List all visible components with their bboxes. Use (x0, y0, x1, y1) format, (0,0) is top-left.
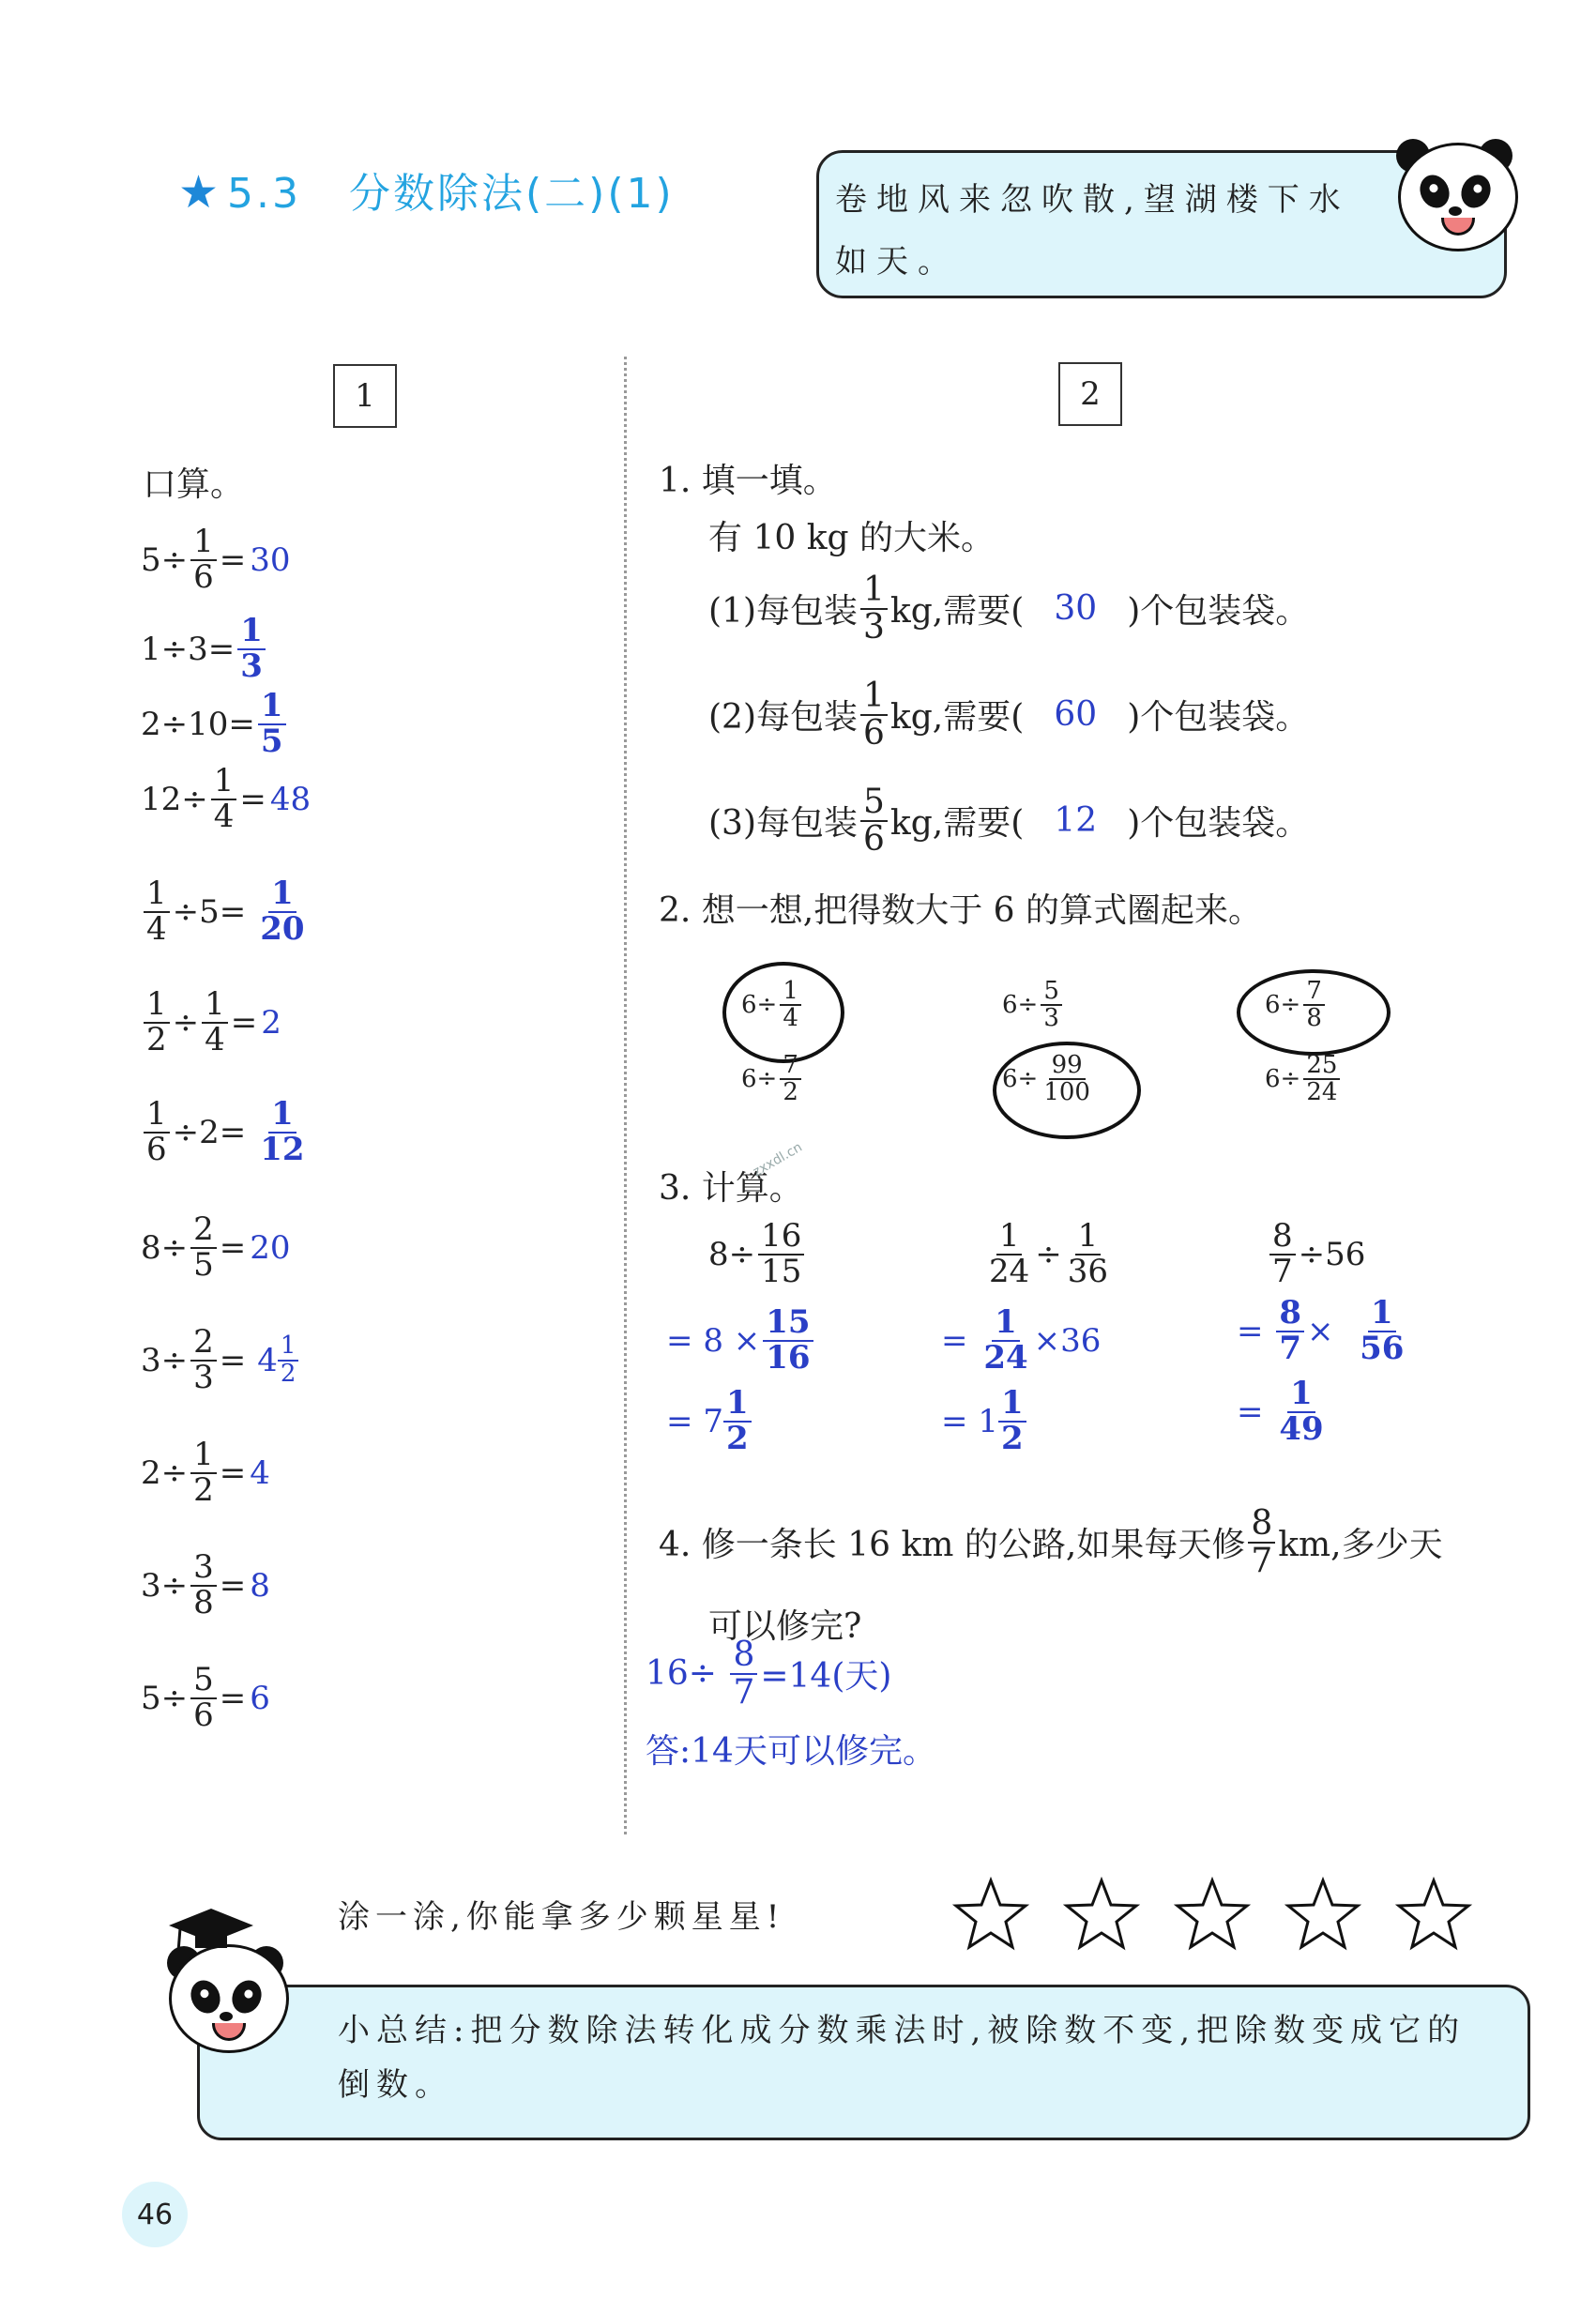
star-icon: ★ (178, 166, 222, 219)
oral-item: $\frac{1}{6}$ ÷2= $\frac{1}{12}$ (141, 1098, 311, 1166)
calc-problem: 8÷ $\frac{16}{15}$ (708, 1220, 807, 1288)
fill-line: (2)每包装 1 6 kg,需要( 60 )个包装袋。 (708, 677, 1310, 753)
calc-step: = $\frac{1}{24}$ ×36 (941, 1303, 1102, 1377)
section-name: 分数除法(二)(1) (348, 170, 675, 218)
q2-option[interactable]: 6÷ $\frac{99}{100}$ (1002, 1051, 1090, 1107)
section-number: 5.3 (227, 170, 302, 218)
calc-step: = 7 1 2 (666, 1387, 754, 1455)
oral-item: 5÷ $\frac{1}{6}$ = 30 (141, 523, 291, 596)
oral-item: 8÷ $\frac{2}{5}$ = 20 (141, 1210, 291, 1284)
oral-item: 2÷10= $\frac{1}{5}$ (141, 690, 289, 758)
calc-step: = 8 × $\frac{15}{16}$ (666, 1306, 816, 1375)
q2-option[interactable]: 6÷ $\frac{7}{2}$ (741, 1053, 804, 1106)
left-heading: 口算。 (143, 465, 245, 504)
calc-problem: $\frac{8}{7}$ ÷56 (1267, 1220, 1365, 1288)
watermark: zxxdl.cn (750, 1139, 805, 1180)
oral-item: 3÷ $\frac{3}{8}$ = 8 (141, 1548, 270, 1621)
oral-item: 3÷ $\frac{2}{3}$ = 4 1 2 (141, 1326, 298, 1394)
q1-intro: 有 10 kg 的大米。 (708, 519, 995, 557)
exercise-number-box: 1 (333, 364, 397, 428)
oral-item: $\frac{1}{2}$ ÷ $\frac{1}{4}$ = 2 (141, 988, 281, 1057)
exercise-number-box: 2 (1058, 362, 1122, 426)
fill-line: (3)每包装 5 6 kg,需要( 12 )个包装袋。 (708, 783, 1310, 859)
oral-item: 5÷ $\frac{5}{6}$ = 6 (141, 1661, 270, 1734)
panda-icon (1389, 131, 1520, 253)
answer-blank[interactable]: 30 (1054, 589, 1098, 629)
column-divider (624, 357, 627, 1834)
answer-blank[interactable]: 60 (1054, 695, 1098, 735)
fill-line: (1)每包装 1 3 kg,需要( 30 )个包装袋。 (708, 571, 1310, 647)
oral-item: 2÷ $\frac{1}{2}$ = 4 (141, 1436, 270, 1509)
rating-star-icon[interactable] (1395, 1877, 1472, 1952)
q1-title: 1. 填一填。 (659, 462, 837, 500)
q3-title: 3. 计算。 (659, 1169, 803, 1208)
q4-work: 16÷ $\frac{8}{7}$ =14(天) (646, 1636, 892, 1712)
star-prompt: 涂一涂,你能拿多少颗星星! (338, 1898, 785, 1936)
calc-step: = 1 1 2 (941, 1387, 1029, 1455)
poem-text: 卷地风来忽吹散,望湖楼下水如天。 (835, 181, 1350, 281)
calc-step: = $\frac{1}{49}$ (1237, 1375, 1324, 1448)
q2-title: 2. 想一想,把得数大于 6 的算式圈起来。 (659, 891, 1263, 930)
oral-item: 1÷3= $\frac{1}{3}$ (141, 615, 268, 683)
q4-answer: 答:14天可以修完。 (646, 1732, 936, 1771)
graduation-cap-icon (160, 1905, 263, 1961)
answer-blank[interactable]: 12 (1054, 801, 1098, 841)
q4-problem: 4. 修一条长 16 km 的公路,如果每天修 8 7 km,多少天 (659, 1504, 1443, 1580)
page-number: 46 (122, 2182, 188, 2247)
section-title (178, 160, 675, 220)
oral-item: $\frac{1}{4}$ ÷5= $\frac{1}{20}$ (141, 877, 311, 946)
q2-option[interactable]: 6÷ $\frac{25}{24}$ (1265, 1053, 1343, 1106)
q2-option[interactable]: 6÷ $\frac{7}{8}$ (1265, 979, 1328, 1032)
rating-star-icon[interactable] (952, 1877, 1029, 1952)
rating-star-icon[interactable] (1063, 1877, 1140, 1952)
summary-text: 小总结:把分数除法转化成分数乘法时,被除数不变,把除数变成它的倒数。 (338, 2012, 1467, 2104)
q2-option[interactable]: 6÷ $\frac{5}{3}$ (1002, 979, 1065, 1032)
q2-option[interactable]: 6÷ $\frac{1}{4}$ (741, 979, 804, 1032)
rating-star-icon[interactable] (1284, 1877, 1361, 1952)
oral-item: 12÷ $\frac{1}{4}$ = 48 (141, 762, 312, 835)
calc-problem: $\frac{1}{24}$ ÷ $\frac{1}{36}$ (989, 1217, 1109, 1290)
q4-problem-line2: 可以修完? (708, 1607, 862, 1646)
rating-star-icon[interactable] (1174, 1877, 1251, 1952)
calc-step: = $\frac{8}{7}$ × $\frac{1}{56}$ (1237, 1294, 1405, 1367)
